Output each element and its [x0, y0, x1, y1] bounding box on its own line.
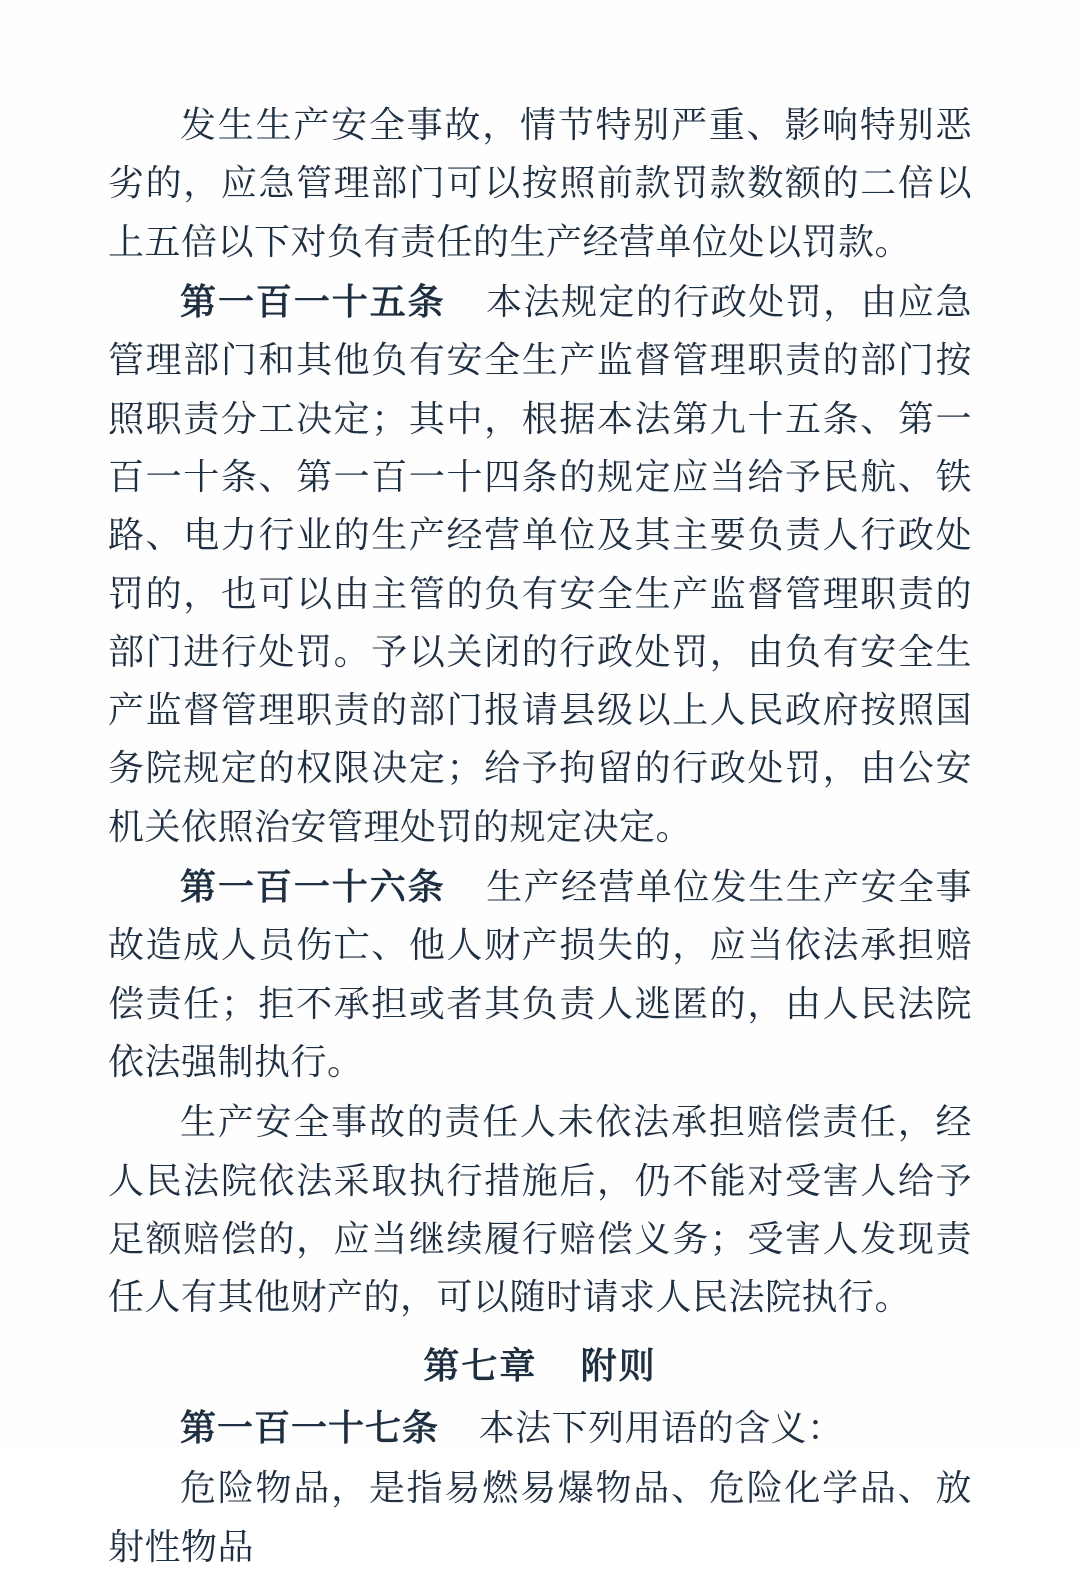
- paragraph-1: 发生生产安全事故，情节特别严重、影响特别恶劣的，应急管理部门可以按照前款罚款数额的二倍以上五倍以下对负有责任的生产经营单位处以罚款。: [108, 105, 972, 262]
- article-number-115: 第一百一十五条: [180, 281, 446, 322]
- tail-paragraph: 危险物品，是指易燃易爆物品、危险化学品、放射性物品: [108, 1468, 972, 1567]
- article-number-116: 第一百一十六条: [180, 867, 446, 908]
- article-paragraph-116: [108, 858, 972, 1091]
- document-body: [108, 96, 972, 1576]
- chapter-title: 附则: [580, 1345, 657, 1386]
- article-number-117: 第一百一十七条: [180, 1407, 440, 1448]
- article-text-115: 本法规定的行政处罚，由应急管理部门和其他负有安全生产监督管理职责的部门按照职责分工决定；其中，根据本法第九十五条、第一百一十条、第一百一十四条的规定应当给予民航、铁路、电力行业的生产经营单位及其主要负责人行政处罚的，也可以由主管的负有安全生产监督管理职责的部门进行处罚。予以关闭的行政处罚，由负有安全生产监督管理职责的部门报请县级以上人民政府按照国务院规定的权限决定；给予拘留的行政处罚，由公安机关依照治安管理处罚的规定决定。: [108, 281, 972, 847]
- chapter-number: 第七章: [423, 1345, 538, 1386]
- article-text-117: 本法下列用语的含义：: [478, 1407, 844, 1448]
- paragraph-4: 生产安全事故的责任人未依法承担赔偿责任，经人民法院依法采取执行措施后，仍不能对受害人给予足额赔偿的，应当继续履行赔偿义务；受害人发现责任人有其他财产的，可以随时请求人民法院执行。: [108, 1102, 972, 1318]
- article-text-116: 生产经营单位发生生产安全事故造成人员伤亡、他人财产损失的，应当依法承担赔偿责任；拒不承担或者其负责人逃匿的，由人民法院依法强制执行。: [108, 867, 972, 1082]
- article-paragraph-115: [108, 273, 972, 856]
- article-paragraph-117: [108, 1399, 972, 1457]
- chapter-heading: [108, 1337, 972, 1395]
